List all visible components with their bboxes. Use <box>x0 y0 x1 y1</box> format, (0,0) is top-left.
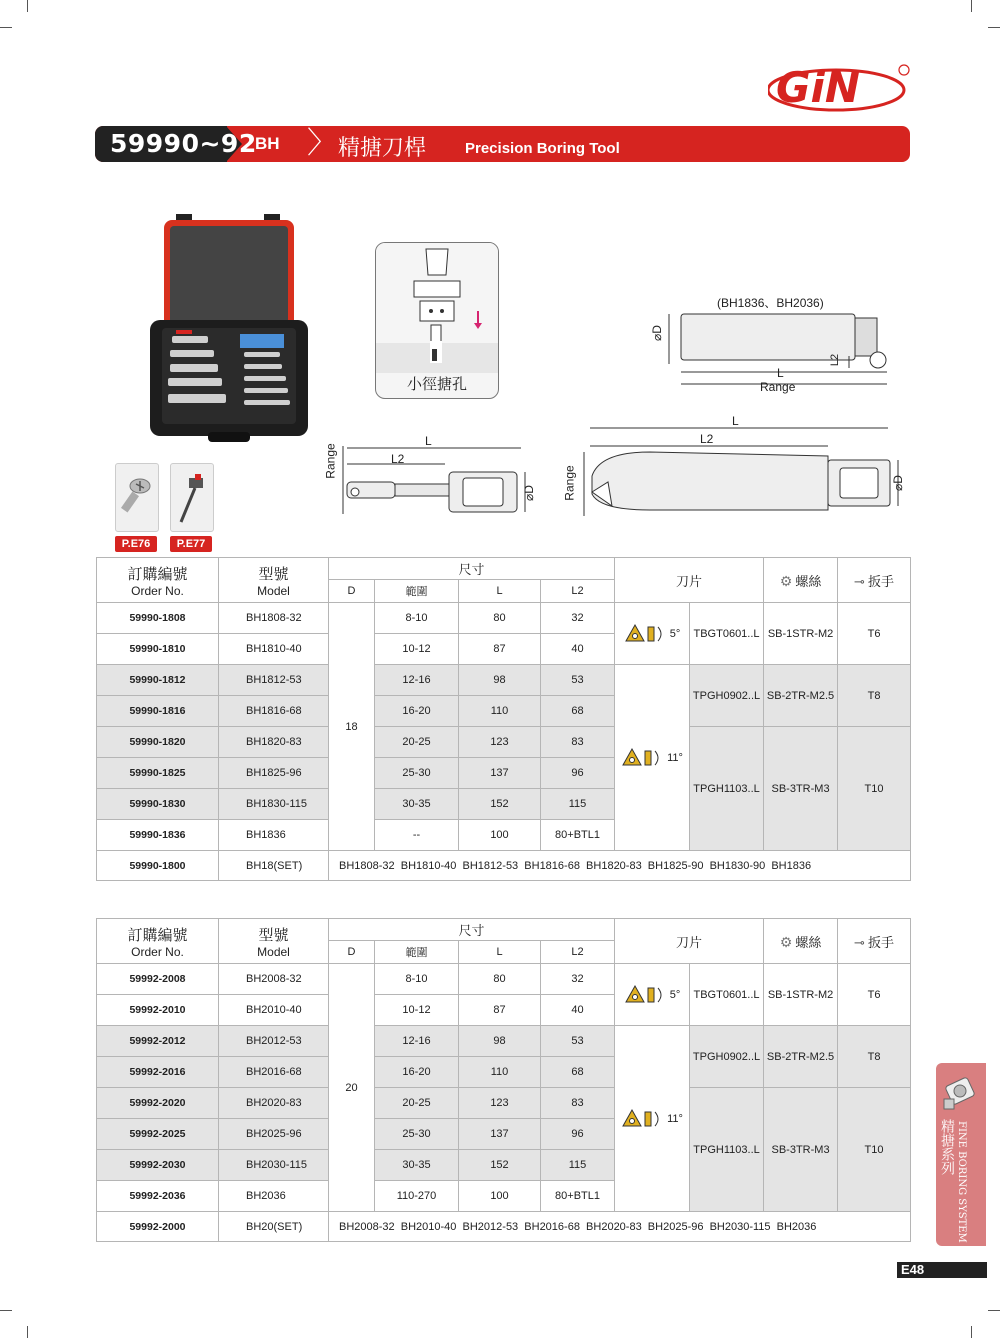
model: BH1830-115 <box>219 789 329 820</box>
range: 20-25 <box>375 1088 459 1119</box>
screw-code: SB-1STR-M2 <box>764 603 838 665</box>
order-no: 59990-1825 <box>97 758 219 789</box>
order-no: 59992-2030 <box>97 1150 219 1181</box>
table-row <box>97 1026 911 1057</box>
diagram-d-label: ⌀D <box>890 475 905 491</box>
model: BH1808-32 <box>219 603 329 634</box>
order-no: 59990-1836 <box>97 820 219 851</box>
order-no: 59992-2010 <box>97 995 219 1026</box>
insert-icon <box>624 623 668 645</box>
model: BH1820-83 <box>219 727 329 758</box>
length-l: 137 <box>459 758 541 789</box>
range: 110-270 <box>375 1181 459 1212</box>
col-header-screw: ⚙ 螺絲 <box>764 558 838 603</box>
range: 16-20 <box>375 1057 459 1088</box>
length-l2: 32 <box>541 964 615 995</box>
screw-code: SB-3TR-M3 <box>764 727 838 851</box>
length-l: 100 <box>459 1181 541 1212</box>
table-row <box>97 665 911 696</box>
insert-icon <box>624 984 668 1006</box>
model: BH18(SET) <box>219 851 329 881</box>
length-l: 110 <box>459 1057 541 1088</box>
set-row <box>97 1212 911 1242</box>
spec-table-18 <box>96 557 911 881</box>
order-no: 59992-2016 <box>97 1057 219 1088</box>
length-l2: 96 <box>541 1119 615 1150</box>
model: BH1816-68 <box>219 696 329 727</box>
boring-head-icon <box>940 1071 982 1113</box>
diagram-range-label: Range <box>323 443 338 479</box>
ref-badge-wrench[interactable]: P.E77 <box>170 536 212 552</box>
model: BH2036 <box>219 1181 329 1212</box>
section-side-tab[interactable] <box>936 1063 986 1246</box>
length-l: 152 <box>459 1150 541 1181</box>
col-header-range: 範圍 <box>375 941 459 964</box>
col-header-order: 訂購編號 Order No. <box>97 919 219 964</box>
insert-angle-5: 5° <box>615 964 690 1026</box>
page-title-cn: 精搪刀桿 <box>338 136 427 161</box>
diagram-d-label: ⌀D <box>521 485 536 501</box>
wrench-icon <box>171 464 213 531</box>
crop-mark <box>971 1326 972 1338</box>
length-l2: 40 <box>541 995 615 1026</box>
range: -- <box>375 820 459 851</box>
order-no: 59990-1830 <box>97 789 219 820</box>
col-header-dims: 尺寸 <box>329 919 615 941</box>
dimension-diagram-short <box>325 434 550 518</box>
length-l: 98 <box>459 1026 541 1057</box>
screw-icon <box>116 464 158 531</box>
insert-angle-5: 5° <box>615 603 690 665</box>
page-title-en: Precision Boring Tool <box>465 140 620 157</box>
wrench-icon: ⊸ <box>854 573 865 589</box>
length-l2: 83 <box>541 727 615 758</box>
table-row <box>97 603 911 634</box>
length-l2: 80+BTL1 <box>541 1181 615 1212</box>
range: 12-16 <box>375 1026 459 1057</box>
screw-code: SB-1STR-M2 <box>764 964 838 1026</box>
wrench-code: T8 <box>838 665 911 727</box>
order-no: 59990-1808 <box>97 603 219 634</box>
crop-mark <box>0 27 12 28</box>
model: BH1825-96 <box>219 758 329 789</box>
col-header-model: 型號 Model <box>219 558 329 603</box>
insert-code: TPGH1103..L <box>690 1088 764 1212</box>
length-l2: 68 <box>541 696 615 727</box>
wrench-thumbnail <box>170 463 214 532</box>
length-l: 80 <box>459 603 541 634</box>
insert-icon <box>621 1108 665 1130</box>
wrench-icon: ⊸ <box>854 934 865 950</box>
col-header-insert: 刀片 <box>615 919 764 964</box>
length-l: 98 <box>459 665 541 696</box>
crop-mark <box>988 1310 1000 1311</box>
insert-code: TBGT0601..L <box>690 603 764 665</box>
length-l2: 53 <box>541 665 615 696</box>
insert-angle-11: 11° <box>615 1026 690 1212</box>
length-l2: 53 <box>541 1026 615 1057</box>
model: BH20(SET) <box>219 1212 329 1242</box>
length-l: 87 <box>459 634 541 665</box>
order-no: 59992-2020 <box>97 1088 219 1119</box>
range: 30-35 <box>375 789 459 820</box>
small-bore-inset <box>375 242 499 399</box>
screw-code: SB-2TR-M2.5 <box>764 1026 838 1088</box>
crop-mark <box>988 27 1000 28</box>
length-l2: 68 <box>541 1057 615 1088</box>
diagram-range-label: Range <box>562 465 577 501</box>
dimension-diagram-long <box>649 294 895 400</box>
order-no: 59990-1800 <box>97 851 219 881</box>
col-header-dims: 尺寸 <box>329 558 615 580</box>
screw-icon: ⚙ <box>779 572 793 589</box>
d-value: 20 <box>329 964 375 1212</box>
model: BH1810-40 <box>219 634 329 665</box>
crop-mark <box>971 0 972 12</box>
diagram-l2-label: L2 <box>391 452 405 466</box>
diagram-models-label: (BH1836、BH2036) <box>717 296 824 310</box>
model: BH2025-96 <box>219 1119 329 1150</box>
insert-angle-11: 11° <box>615 665 690 851</box>
col-header-d: D <box>329 580 375 603</box>
crop-mark <box>27 0 28 12</box>
length-l: 123 <box>459 1088 541 1119</box>
insert-code: TPGH1103..L <box>690 727 764 851</box>
length-l: 100 <box>459 820 541 851</box>
diagram-l-label: L <box>425 434 432 448</box>
d-value: 18 <box>329 603 375 851</box>
col-header-model: 型號 Model <box>219 919 329 964</box>
order-no: 59990-1816 <box>97 696 219 727</box>
wrench-code: T10 <box>838 727 911 851</box>
length-l2: 96 <box>541 758 615 789</box>
screw-icon: ⚙ <box>779 933 793 950</box>
col-header-insert: 刀片 <box>615 558 764 603</box>
side-tab-en: FINE BORING SYSTEM <box>956 1121 967 1243</box>
col-header-l: L <box>459 941 541 964</box>
range: 25-30 <box>375 1119 459 1150</box>
order-no: 59990-1820 <box>97 727 219 758</box>
length-l: 110 <box>459 696 541 727</box>
chevron-right-icon: 〉 <box>307 126 337 161</box>
range: 8-10 <box>375 964 459 995</box>
diagram-range-label: Range <box>760 380 796 394</box>
series-label: BH <box>255 134 280 153</box>
table-row <box>97 727 911 758</box>
wrench-code: T8 <box>838 1026 911 1088</box>
brand-logo <box>768 60 913 112</box>
range: 10-12 <box>375 995 459 1026</box>
length-l2: 83 <box>541 1088 615 1119</box>
model: BH2030-115 <box>219 1150 329 1181</box>
model: BH2008-32 <box>219 964 329 995</box>
range: 30-35 <box>375 1150 459 1181</box>
model: BH2010-40 <box>219 995 329 1026</box>
diagram-l2-label: L2 <box>829 353 842 367</box>
col-header-wrench: ⊸ 扳手 <box>838 558 911 603</box>
range: 25-30 <box>375 758 459 789</box>
diagram-d-label: ⌀D <box>649 325 664 341</box>
diagram-l2-label: L2 <box>700 432 714 446</box>
col-header-l2: L2 <box>541 941 615 964</box>
range: 16-20 <box>375 696 459 727</box>
range: 8-10 <box>375 603 459 634</box>
col-header-l2: L2 <box>541 580 615 603</box>
length-l: 137 <box>459 1119 541 1150</box>
model: BH1812-53 <box>219 665 329 696</box>
col-header-d: D <box>329 941 375 964</box>
page-number-bar <box>897 1262 987 1278</box>
insert-code: TPGH0902..L <box>690 665 764 727</box>
screw-thumbnail <box>115 463 159 532</box>
set-contents: BH1808-32 BH1810-40 BH1812-53 BH1816-68 BH1820-83 BH1825-90 BH1830-90 BH1836 <box>329 851 911 881</box>
table-row <box>97 964 911 995</box>
model: BH2016-68 <box>219 1057 329 1088</box>
screw-code: SB-2TR-M2.5 <box>764 665 838 727</box>
order-no: 59990-1810 <box>97 634 219 665</box>
col-header-screw: ⚙ 螺絲 <box>764 919 838 964</box>
insert-icon <box>621 747 665 769</box>
order-no: 59992-2012 <box>97 1026 219 1057</box>
crop-mark <box>27 1326 28 1338</box>
col-header-wrench: ⊸ 扳手 <box>838 919 911 964</box>
diagram-l-label: L <box>777 366 784 380</box>
col-header-range: 範圍 <box>375 580 459 603</box>
set-row <box>97 851 911 881</box>
table-row <box>97 1088 911 1119</box>
order-no: 59992-2025 <box>97 1119 219 1150</box>
order-no: 59992-2036 <box>97 1181 219 1212</box>
length-l2: 80+BTL1 <box>541 820 615 851</box>
diagram-l-label: L <box>732 414 739 428</box>
crop-mark <box>0 1310 12 1311</box>
side-tab-cn: 精搪系列 <box>939 1119 955 1175</box>
page-number: E48 <box>901 1262 925 1277</box>
inset-caption: 小徑搪孔 <box>406 375 467 393</box>
screw-code: SB-3TR-M3 <box>764 1088 838 1212</box>
dimension-diagram-large <box>560 412 910 522</box>
order-no: 59992-2008 <box>97 964 219 995</box>
set-contents: BH2008-32 BH2010-40 BH2012-53 BH2016-68 BH2020-83 BH2025-96 BH2030-115 BH2036 <box>329 1212 911 1242</box>
logo-text: GiN <box>776 63 861 112</box>
model: BH2020-83 <box>219 1088 329 1119</box>
wrench-code: T6 <box>838 964 911 1026</box>
order-no: 59992-2000 <box>97 1212 219 1242</box>
model: BH1836 <box>219 820 329 851</box>
model: BH2012-53 <box>219 1026 329 1057</box>
length-l2: 115 <box>541 789 615 820</box>
tool-case-image <box>148 212 310 444</box>
range: 10-12 <box>375 634 459 665</box>
length-l2: 115 <box>541 1150 615 1181</box>
title-bar <box>95 126 910 162</box>
insert-code: TPGH0902..L <box>690 1026 764 1088</box>
spec-table-20 <box>96 918 911 1242</box>
length-l: 123 <box>459 727 541 758</box>
range: 12-16 <box>375 665 459 696</box>
range: 20-25 <box>375 727 459 758</box>
length-l2: 40 <box>541 634 615 665</box>
wrench-code: T10 <box>838 1088 911 1212</box>
length-l: 80 <box>459 964 541 995</box>
insert-code: TBGT0601..L <box>690 964 764 1026</box>
order-no: 59990-1812 <box>97 665 219 696</box>
col-header-order: 訂購編號 Order No. <box>97 558 219 603</box>
length-l: 87 <box>459 995 541 1026</box>
length-l: 152 <box>459 789 541 820</box>
col-header-l: L <box>459 580 541 603</box>
ref-badge-screw[interactable]: P.E76 <box>115 536 157 552</box>
product-code: 59990~92 <box>110 129 257 158</box>
wrench-code: T6 <box>838 603 911 665</box>
length-l2: 32 <box>541 603 615 634</box>
